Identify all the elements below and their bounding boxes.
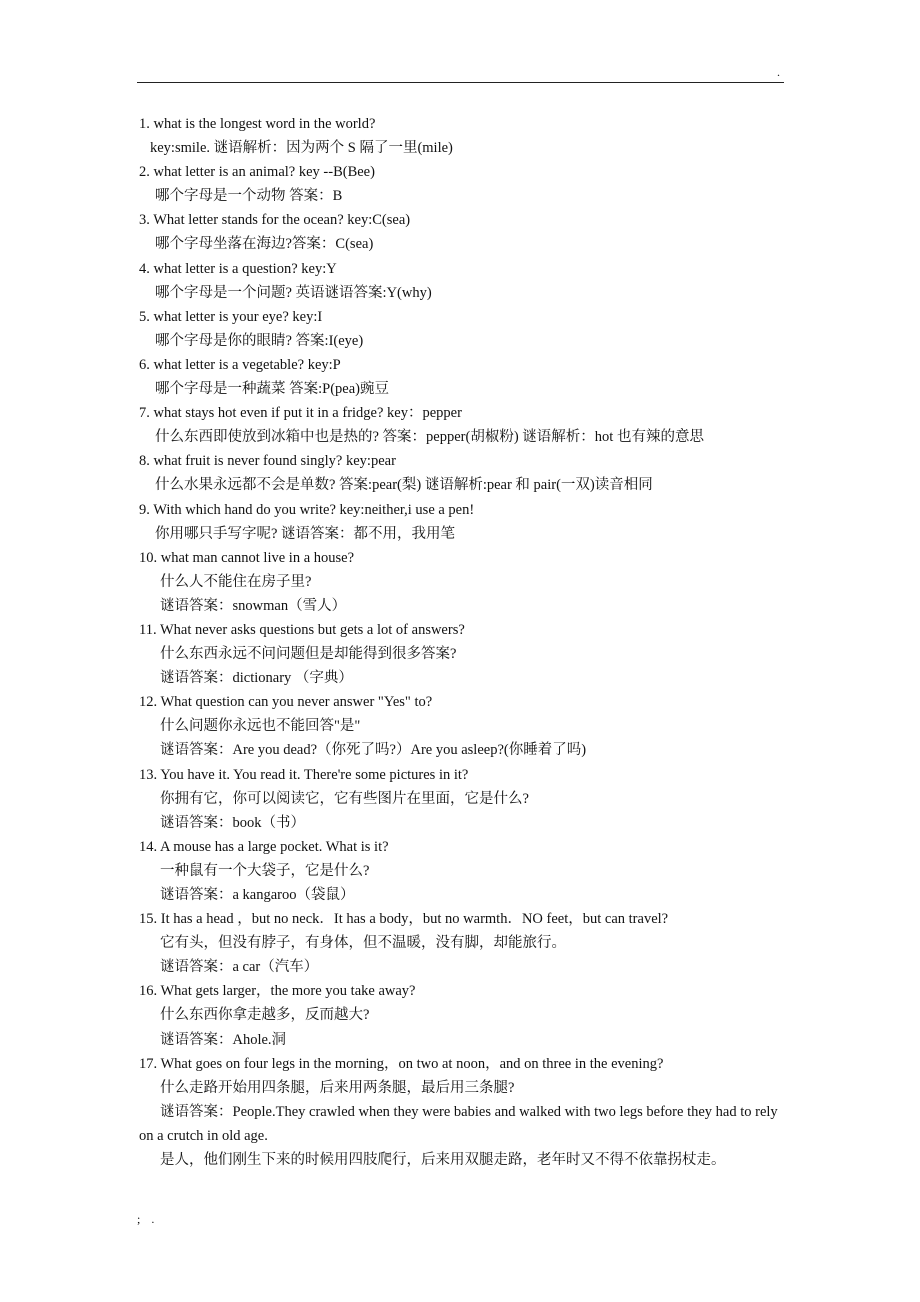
riddle-answer-line: 哪个字母坐落在海边?答案：C(sea): [155, 236, 374, 253]
header-rule: [137, 82, 784, 83]
riddle-answer-line: 你拥有它，你可以阅读它，它有些图片在里面，它是什么?: [160, 790, 529, 807]
riddle-question-line: 2. what letter is an animal? key --B(Bee): [139, 164, 375, 181]
riddle-answer-line: 谜语答案：a kangaroo（袋鼠）: [160, 887, 355, 903]
header-dot: .: [777, 65, 780, 79]
riddle-question-line: 10. what man cannot live in a house?: [139, 549, 355, 566]
riddle-question-line: 12. What question can you never answer "Yes" to?: [139, 694, 433, 711]
riddle-question-line: 15. It has a head ，but no neck．It has a body，but no warmth．NO feet，but can travel?: [139, 911, 669, 928]
riddle-question-line: 6. what letter is a vegetable? key:P: [139, 356, 341, 373]
riddle-question-line: 13. You have it. You read it. There're some pictures in it?: [139, 766, 469, 783]
riddle-question-line: 17. What goes on four legs in the morning，on two at noon，and on three in the evening?: [139, 1055, 664, 1072]
riddle-question-line: 9. With which hand do you write? key:neither,i use a pen!: [139, 501, 475, 518]
riddle-question-line: 5. what letter is your eye? key:I: [139, 308, 323, 325]
riddle-answer-line: 谜语答案：dictionary （字典）: [160, 670, 353, 687]
riddle-answer-line: 什么水果永远都不会是单数? 答案:pear(梨) 谜语解析:pear 和 pair(一双)读音相同: [155, 477, 653, 494]
riddle-answer-line: 谜语答案：Ahole.洞: [160, 1031, 287, 1048]
riddle-question-line: 16. What gets larger，the more you take away?: [139, 983, 416, 1000]
riddle-answer-line: 哪个字母是一个动物 答案：B: [155, 188, 343, 205]
riddle-answer-line: 是人，他们刚生下来的时候用四肢爬行，后来用双腿走路，老年时又不得不依靠拐杖走。: [160, 1152, 726, 1169]
riddle-answer-line: 什么东西永远不问问题但是却能得到很多答案?: [160, 646, 457, 663]
riddle-answer-line: 谜语答案：book（书）: [160, 814, 305, 831]
riddle-answer-line: 哪个字母是你的眼睛? 答案:I(eye): [155, 332, 364, 349]
riddle-answer-line: 哪个字母是一个问题? 英语谜语答案:Y(why): [155, 284, 432, 301]
footer-mark: ; .: [137, 1212, 159, 1226]
riddle-answer-line: 什么问题你永远也不能回答"是": [160, 718, 361, 735]
riddle-answer-line: 哪个字母是一种蔬菜 答案:P(pea)豌豆: [155, 381, 389, 398]
riddle-answer-line: 谜语答案：a car（汽车）: [160, 959, 319, 976]
riddle-answer-line: key:smile. 谜语解析：因为两个 S 隔了一里(mile): [150, 140, 453, 157]
riddle-answer-line: 你用哪只手写字呢? 谜语答案：都不用，我用笔: [155, 525, 456, 542]
document-body: [139, 112, 789, 1172]
riddle-answer-line: 什么东西你拿走越多，反而越大?: [160, 1007, 370, 1024]
riddle-answer-line: 什么东西即使放到冰箱中也是热的? 答案：pepper(胡椒粉) 谜语解析：hot 也有辣的意思: [155, 429, 704, 446]
riddle-question-line: 7. what stays hot even if put it in a fridge? key：pepper: [139, 405, 462, 422]
riddle-question-line: 14. A mouse has a large pocket. What is it?: [139, 838, 389, 855]
riddle-question-line: 8. what fruit is never found singly? key:pear: [139, 453, 396, 470]
riddle-answer-line: 谜语答案：Are you dead?（你死了吗?）Are you asleep?(你睡着了吗): [160, 742, 587, 759]
riddle-question-line: 4. what letter is a question? key:Y: [139, 260, 337, 277]
riddle-question-line: 1. what is the longest word in the world?: [139, 116, 376, 132]
riddle-answer-line: 它有头，但没有脖子，有身体，但不温暖，没有脚，却能旅行。: [160, 935, 566, 952]
riddle-answer-line: 什么走路开始用四条腿，后来用两条腿，最后用三条腿?: [160, 1079, 515, 1096]
riddle-answer-line: 什么人不能住在房子里?: [160, 573, 312, 590]
riddle-answer-line: 谜语答案：People.They crawled when they were babies and walked with two legs before they had to rely on a crutch in old age.: [139, 1103, 778, 1144]
riddle-answer-line: 一种鼠有一个大袋子，它是什么?: [160, 862, 370, 879]
riddle-question-line: 3. What letter stands for the ocean? key:C(sea): [139, 212, 411, 229]
riddle-answer-line: 谜语答案：snowman（雪人）: [160, 597, 347, 614]
riddle-question-line: 11. What never asks questions but gets a lot of answers?: [139, 621, 465, 638]
